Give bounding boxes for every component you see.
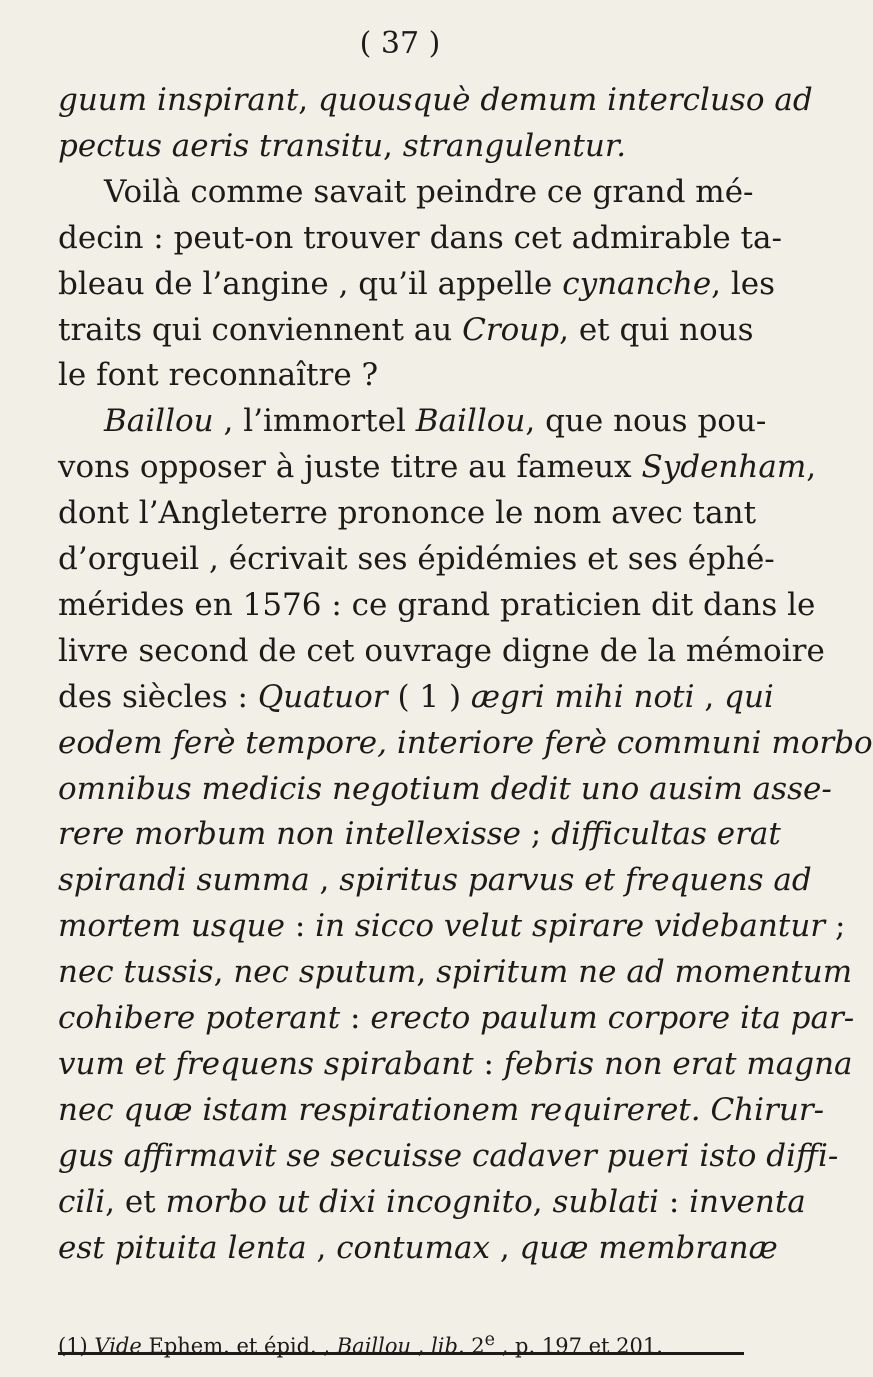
text-span: cili (58, 1183, 106, 1220)
text-line (58, 308, 754, 352)
text-span: est pituita lenta (58, 1229, 307, 1266)
text-span: bleau de l’angine , qu’il appelle (58, 265, 563, 302)
text-span: , les (711, 265, 776, 302)
text-span: guum inspirant (58, 82, 299, 118)
text-span: nec tussis (58, 954, 214, 991)
text-line (58, 1042, 853, 1086)
text-span: traits qui conviennent au (58, 311, 463, 348)
text-span: nec quæ istam respirationem requireret. Chirur- (58, 1091, 825, 1128)
text-line (58, 491, 757, 535)
text-line (58, 767, 832, 811)
text-span: erecto paulum corpore ita par- (370, 1000, 855, 1036)
text-span: ( 1 ) (387, 678, 471, 715)
text-span: , que nous pou- (525, 403, 767, 440)
footnote-span: 2 (464, 1334, 485, 1358)
text-span: , et qui nous (559, 311, 754, 348)
text-line (58, 996, 855, 1040)
text-span: Croup (462, 311, 560, 348)
text-line (58, 1226, 778, 1270)
text-span: , (383, 127, 403, 164)
text-span: , l’immortel (213, 403, 416, 440)
text-span: ægri mihi noti (470, 678, 695, 715)
footnote-span: Baillou (336, 1334, 412, 1358)
text-line (58, 537, 775, 581)
text-span: ; (825, 908, 846, 945)
text-span: spirandi summa (58, 862, 310, 899)
text-span: d’orgueil , écrivait ses épidémies et ses éphé- (58, 541, 775, 577)
text-span: qui (724, 678, 774, 715)
text-span: : (284, 908, 316, 945)
text-span: omnibus medicis negotium dedit uno ausim asse- (58, 770, 832, 807)
text-line (58, 904, 846, 948)
footnote-span: (1) (58, 1334, 95, 1358)
text-span: , (213, 954, 234, 991)
text-span: , (309, 862, 340, 899)
footnote-span: e (484, 1330, 496, 1350)
text-span: in sicco velut spirare videbantur (315, 908, 826, 945)
text-line (58, 629, 825, 673)
text-span: Baillou (415, 403, 526, 440)
text-line (58, 262, 776, 306)
text-line (58, 1088, 825, 1132)
text-span: eodem ferè tempore, interiore ferè communi morbo (58, 724, 873, 761)
text-line (58, 170, 754, 214)
footnote-span: , p. 197 et 201. (495, 1334, 663, 1358)
text-span: morbo ut dixi incognito (165, 1183, 533, 1220)
text-span: mérides en 1576 : ce grand praticien dit dans le (58, 586, 816, 623)
text-span: quæ membranæ (519, 1229, 778, 1266)
text-span: vum et frequens spirabant (58, 1045, 474, 1082)
text-span: vons opposer à juste titre au fameux (58, 449, 642, 486)
text-line (58, 445, 817, 489)
footnote-span: Ephem. et épid. , (141, 1334, 337, 1358)
text-span: Voilà comme savait peindre ce grand mé- (104, 173, 754, 210)
text-span: inventa (689, 1183, 806, 1220)
text-span: strangulentur. (402, 127, 627, 164)
footnote-span: Vide (94, 1334, 142, 1358)
text-span: Baillou (104, 403, 214, 440)
text-span: rere morbum non intellexisse (58, 816, 521, 853)
text-line (58, 124, 744, 168)
text-span: decin : peut-on trouver dans cet admirable ta- (58, 219, 782, 256)
text-span: difficultas erat (551, 816, 781, 853)
footnote-span: lib. (431, 1334, 465, 1358)
text-span: , (306, 1229, 337, 1266)
text-line (58, 1134, 839, 1178)
text-line (58, 78, 813, 122)
text-span: livre second de cet ouvrage digne de la mémoire (58, 632, 825, 669)
page-number: ( 37 ) (359, 26, 441, 61)
text-line (58, 812, 781, 856)
text-span: pectus aeris transitu (58, 127, 384, 164)
text-span: nec sputum (233, 954, 417, 991)
text-span: spiritum ne ad momentum (436, 954, 853, 991)
text-span: cynanche (562, 265, 712, 302)
text-span: febris non erat magna (503, 1045, 853, 1082)
text-span: : (658, 1183, 690, 1220)
text-line (58, 399, 767, 443)
footnote (58, 1327, 744, 1359)
text-span: , et (105, 1183, 166, 1220)
text-span: cohibere poterant (58, 1000, 341, 1036)
text-span: spiritus parvus et frequens ad (339, 862, 812, 899)
text-span: : (473, 1045, 504, 1082)
text-line (58, 675, 774, 719)
text-span: ; (521, 816, 552, 853)
text-span: : (340, 1000, 371, 1036)
text-span: gus affirmavit se secuisse cadaver pueri isto diffi- (58, 1137, 839, 1174)
text-line (58, 353, 744, 397)
text-line (58, 216, 782, 260)
text-span: , (532, 1183, 553, 1220)
text-span: , (489, 1229, 520, 1266)
text-line (58, 858, 812, 902)
footnote-span: , (411, 1334, 432, 1358)
text-span: dont l’Angleterre prononce le nom avec tant (58, 495, 757, 532)
text-span: contumax (336, 1229, 490, 1266)
text-line (58, 583, 816, 627)
text-span: des siècles : (58, 678, 258, 715)
text-span: le font reconnaître ? (58, 357, 379, 394)
text-span: quousquè demum intercluso ad (318, 82, 813, 118)
text-span: sublati (552, 1183, 659, 1220)
text-line (58, 721, 873, 765)
text-span: , (806, 449, 817, 486)
text-span: mortem usque (58, 908, 285, 945)
text-span: , (298, 82, 319, 118)
text-span: Quatuor (257, 678, 388, 715)
text-span: Sydenham (641, 449, 807, 486)
text-line (58, 950, 853, 994)
text-span: , (694, 678, 725, 715)
text-span: , (416, 954, 437, 991)
text-line (58, 1180, 806, 1224)
